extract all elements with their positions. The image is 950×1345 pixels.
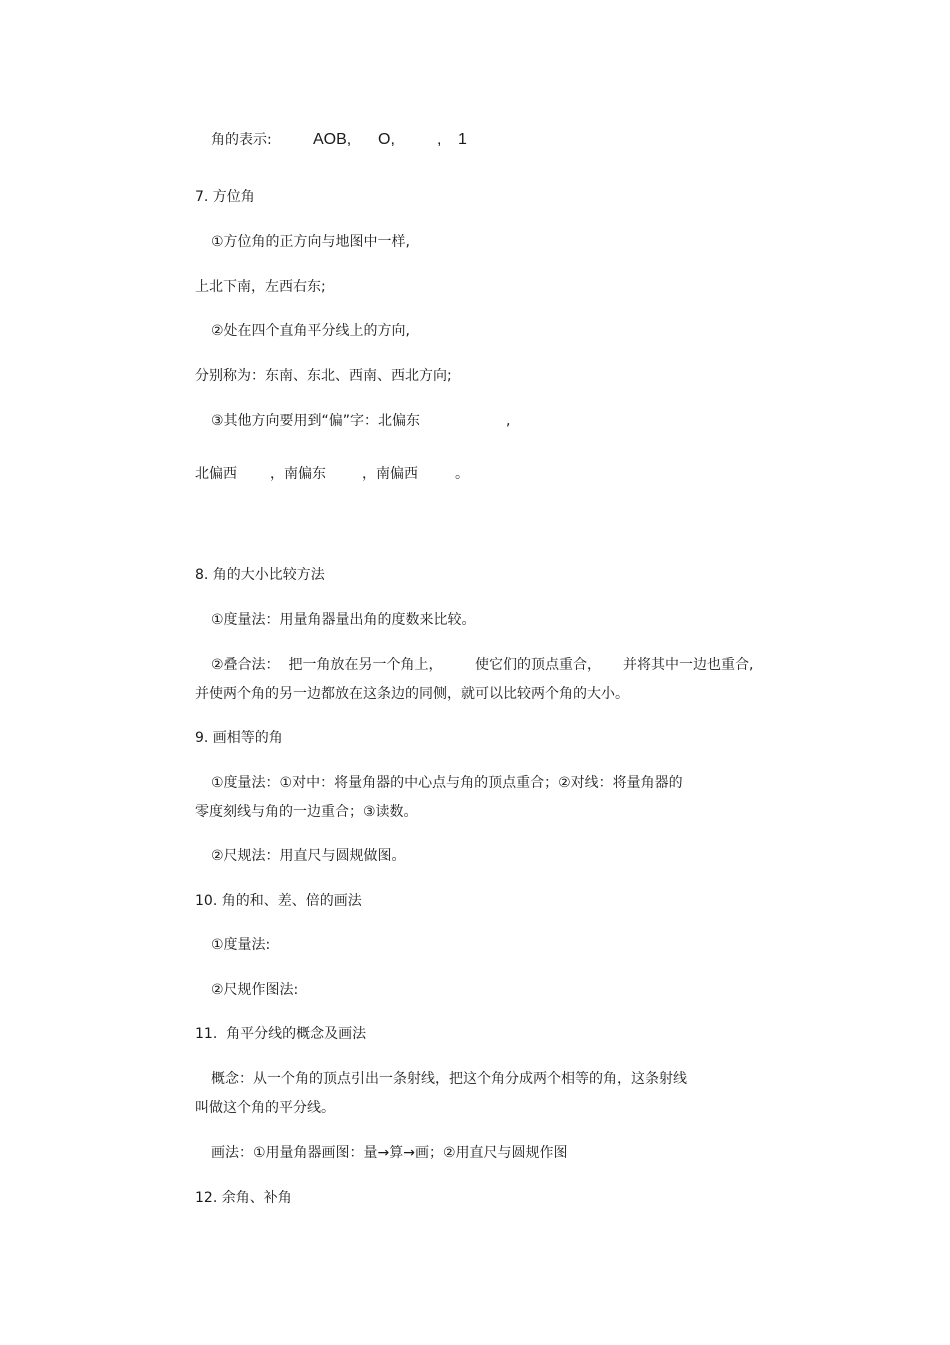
section-8-line-1: ①度量法：用量角器量出角的度数来比较。 <box>211 612 476 628</box>
section-9-title: 9. 画相等的角 <box>195 730 283 746</box>
section-11-line-1: 概念：从一个角的顶点引出一条射线，把这个角分成两个相等的角，这条射线 <box>211 1071 687 1087</box>
section-11-title: 11. 角平分线的概念及画法 <box>195 1026 367 1042</box>
angle-notation-aob: AOB, <box>313 131 352 148</box>
section-7-line-5-comma: , <box>506 413 511 429</box>
section-7-line-2: 上北下南，左西右东; <box>195 279 326 295</box>
angle-notation-o: O, <box>378 131 395 148</box>
section-7-line-3: ②处在四个直角平分线上的方向, <box>211 323 411 339</box>
section-9-line-3: ②尺规法：用直尺与圆规做图。 <box>211 848 406 864</box>
section-8-title: 8. 角的大小比较方法 <box>195 567 325 583</box>
section-7-title: 7. 方位角 <box>195 189 255 205</box>
section-10-line-2: ②尺规作图法: <box>211 982 299 998</box>
angle-notation-label: 角的表示: <box>211 132 272 148</box>
section-7-line-6-nw: 北偏西 <box>195 466 237 482</box>
section-11-line-3: 画法：①用量角器画图：量→算→画；②用直尺与圆规作图 <box>211 1145 568 1161</box>
section-7-line-5: ③其他方向要用到“偏”字：北偏东 <box>211 413 421 429</box>
section-7-line-6-end: 。 <box>455 466 469 482</box>
section-7-line-6-sw: ，南偏西 <box>362 466 418 482</box>
section-9-line-2: 零度刻线与角的一边重合；③读数。 <box>195 804 418 820</box>
section-12-title: 12. 余角、补角 <box>195 1190 292 1206</box>
section-8-line-2b: 使它们的顶点重合， <box>475 657 601 673</box>
angle-notation-comma: , <box>437 131 442 148</box>
section-8-line-2c: 并将其中一边也重合, <box>623 657 754 673</box>
section-10-line-1: ①度量法: <box>211 937 271 953</box>
section-9-line-1: ①度量法：①对中：将量角器的中心点与角的顶点重合；②对线：将量角器的 <box>211 775 683 791</box>
angle-notation-one: 1 <box>458 131 467 148</box>
section-7-line-4: 分别称为：东南、东北、西南、西北方向; <box>195 368 452 384</box>
section-10-title: 10. 角的和、差、倍的画法 <box>195 893 362 909</box>
section-7-line-6-se: ，南偏东 <box>270 466 326 482</box>
section-8-line-3: 并使两个角的另一边都放在这条边的同侧，就可以比较两个角的大小。 <box>195 686 629 702</box>
section-7-line-1: ①方位角的正方向与地图中一样, <box>211 234 411 250</box>
section-11-line-2: 叫做这个角的平分线。 <box>195 1100 335 1116</box>
section-8-line-2a: ②叠合法： 把一角放在另一个角上， <box>211 657 443 673</box>
